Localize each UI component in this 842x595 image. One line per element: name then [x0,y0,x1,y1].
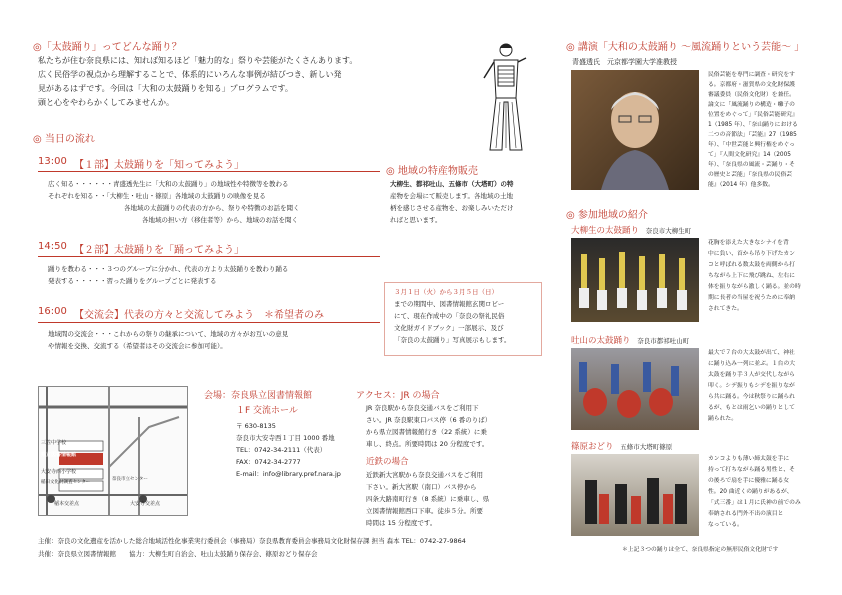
part3-title: 【交流会】代表の方々と交流してみよう ＊希望者のみ [74,310,324,321]
regions-title: ◎ 参加地域の紹介 [566,210,648,221]
map-label-inamoto: 稲本交差点 [54,501,80,507]
speaker-photo [571,70,699,190]
specialty-text: 大柳生、都祁吐山、五條市（大塔町）の特 産物を会場にて販売します。各地域の土地 柄を感じさせる産物を、お楽しみいただけ ればと思います。 [390,180,514,224]
map-label-center: 稲田文化財調査センター [41,480,91,485]
map-label-daianji: 大安寺交差点 [130,501,161,507]
venue-room: １F 交流ホール [236,406,298,416]
region1-photo [571,238,699,322]
part1-details: 広く知る・・・・・・青盛透先生に「大和の太鼓踊り」の地域性や特徴等を教わる それぞれを知る・・「大柳生・吐山・篠原」各地域の太鼓踊りの映像を見る 各地域の太鼓踊りの代表の方から、祭りや特徴のお話を聞く 各地域の担い方（移住者等）から、地域のお話を聞く [48,180,300,224]
intro-title: ◎「太鼓踊り」ってどんな踊り？ [33,42,182,53]
specialty-title: ◎ 地域の特産物販売 [386,166,478,177]
access-title: アクセス：JR の場合 [356,391,440,401]
map-label-city-center: 奈良市立センター [112,477,148,482]
exhibit-text: ３月１日（火）から３月５日（日） までの期間中、図書情報館玄関ロビー にて、現在作成中の「奈良の祭礼民俗 文化財ガイドブック」一部展示、及び 「奈良の太鼓踊り」写真展示もします。 [394,288,511,344]
region1-heading: 大柳生の太鼓踊り 奈良市大柳生町 [571,226,692,236]
map-label-library: 県立図書情報館 [41,452,77,458]
access-kintetsu-title: 近鉄の場合 [366,457,409,467]
region3-photo [571,454,699,536]
lecture-title: ◎ 講演「大和の太鼓踊り ～風流踊りという芸能～ 」 [566,42,805,53]
part3-time: 16:00 [38,306,67,317]
lecture-speaker: 青盛透氏 元京都学園大学准教授 [572,58,677,66]
regions-note: ＊上記３つの踊りは全て、奈良県指定の無形民俗文化財です [622,547,779,553]
venue-label: 会場：奈良県立図書情報館 [204,391,313,401]
flow-title: ◎ 当日の流れ [33,134,95,145]
part1-time: 13:00 [38,156,67,167]
part2-rule [38,256,380,257]
region2-heading: 吐山の太鼓踊り 奈良市都祁吐山町 [571,336,690,346]
region1-text: 花胸を添えた大きなシナイを背 中に負い、首から吊り下げたカン コと呼ばれる数太鼓を両側から打 ちながら上下に飛び跳ね、左右に 体を振りながら激しく踊る。並の時 期に長者の当屋を祝うために奉納 されてきた。 [708,240,801,312]
footer-organizer: 主催：奈良の文化遺産を活かした総合地域活性化事業実行委員会（事務局）奈良県教育委員会事務局文化財保存課 担当 森本 TEL：0742-27-9864 [38,537,466,545]
part2-details: 踊りを教わる・・・３つのグループに分かれ、代表の方より太鼓踊りを教わり踊る 発表する・・・・・習った踊りをグループごとに発表する [48,265,289,285]
part3-details: 地域間の交流会・・・これからの祭りの継承について、地域の方々がお互いの意見 や情報を交換、交流する（希望者はその交流会に参加可能）。 [48,330,289,350]
map-label-school: 三笠中学校 [41,440,67,446]
drummer-illustration [476,38,534,156]
access-kintetsu: 近鉄新大宮駅から奈良交通バスをご利用 下さい。新大宮駅（南口）バス停から 四条大路南町行き（8 系統）に乗車し、県 立図書情報館西口下車。徒歩５分。所要 時間は 15 分程度です。 [366,471,490,527]
region3-text: カンコよりも薄い締太鼓を手に 持って打ちながら踊る男性と、そ の後ろで扇を手に優雅に踊る女 性。20 曲近くの踊りがあるが、 「式三番」は１月に氏神の前でのみ 奉納される門外不出の演目と なっている。 [708,456,801,528]
lecture-bio: 民俗芸能を専門に調査・研究をす る。京都府・滋賀県の文化財保護 審議委員（民俗文化財）を兼任。 論文に「風流踊りの構造・囃子の 位置をめぐって」『民俗芸能研究』 1（1985 年）、「奈山踊りにおける 二つの音節法」『芸能』27（1985 年）、「中世芸能と興行権をめぐっ て」『人間文化研究』14（2005 年）、「奈良県の風流・芸踊り・そ の歴史と芸能」『奈良県の民俗芸 能』（2014 年）他多数。 [708,72,798,188]
part3-rule [38,322,380,323]
intro-text: 私たちが住む奈良県には、知れば知るほど「魅力的な」祭りや芸能がたくさんあります。 広く民俗学の視点から理解することで、体系的にいろんな事例が結びつき、新しい発 見があるはずです。今回は「大和の太鼓踊りを知る」プログラムです。 頭と心をやわらかくしてみませんか。 [38,56,358,107]
part1-title: 【１部】太鼓踊りを「知ってみよう」 [74,160,244,171]
footer-cosponsor: 共催：奈良県立図書情報館 協力：大柳生町自治会、吐山太鼓踊り保存会、篠原おどり保存会 [38,550,318,558]
map-label-elementary: 大安寺西小学校 [41,469,77,475]
region2-text: 最大で７台の大太鼓が出て、神社 に踊り込み一列に並ぶ。１台の大 太鼓を踊り手３人が交代しながら 叩く。シデ振りもシデを振りなが ら共に踊る。今は秋祭りに踊られ るが、もとは雨乞いの踊りとして 踊られた。 [708,350,796,422]
part2-title: 【２部】太鼓踊りを「踊ってみよう」 [74,245,244,256]
part1-rule [38,171,380,172]
region3-heading: 篠原おどり 五條市大塔町篠原 [571,442,673,452]
venue-info: 〒 630-8135 奈良市大安寺西１丁目 1000 番地 TEL：0742-34-2111（代表） FAX：0742-34-2777 E-mail：info@library.pref.nara.jp [236,422,341,478]
region2-photo [571,348,699,430]
part2-time: 14:50 [38,241,67,252]
access-jr: JR 奈良駅から奈良交通バスをご利用下 さい。JR 奈良駅東口バス停（6 番のりば） から県立図書情報館行き（22 系統）に乗 車し、終点。所要時間は 20 分程度です。 [366,404,492,448]
